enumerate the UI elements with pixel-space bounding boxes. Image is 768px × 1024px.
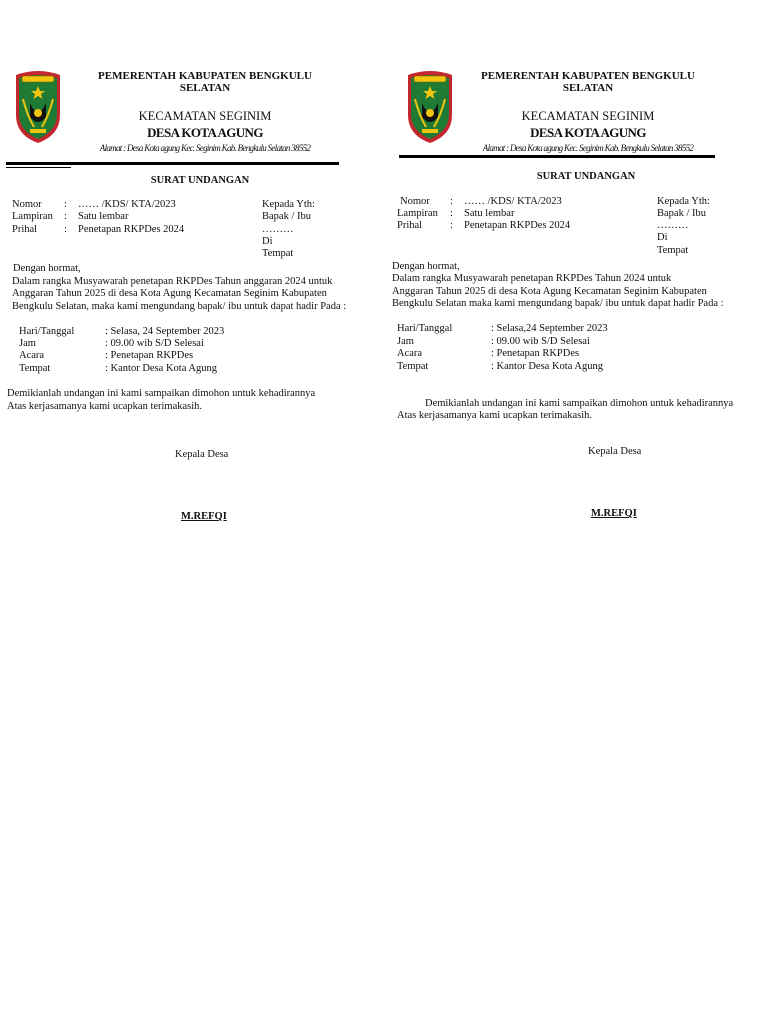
lampiran-label: Lampiran xyxy=(12,211,53,222)
gov-name: PEMERENTAH KABUPATEN BENGKULU SELATAN xyxy=(481,70,695,94)
lampiran-colon: : xyxy=(450,208,453,219)
prihal-colon: : xyxy=(64,224,67,235)
lampiran-colon: : xyxy=(64,211,67,222)
greeting: Dengan hormat, xyxy=(13,263,81,274)
acara-value: : Penetapan RKPDes xyxy=(105,350,194,361)
recipient-line5: Tempat xyxy=(657,245,689,256)
recipient-line4: Di xyxy=(657,232,668,243)
hari-value: : Selasa,24 September 2023 xyxy=(491,323,608,334)
kecamatan-name: KECAMATAN SEGINIM xyxy=(138,109,272,123)
acara-label: Acara xyxy=(397,348,423,359)
recipient-line4: Di xyxy=(262,236,273,247)
hari-value: : Selasa, 24 September 2023 xyxy=(105,326,225,337)
letter-title: SURAT UNDANGAN xyxy=(150,175,250,186)
body-line3: Bengkulu Selatan, maka kami mengundang bapak/ ibu untuk dapat hadir Pada : xyxy=(12,301,347,312)
nomor-label: Nomor xyxy=(400,196,430,207)
body-line1: Dalam rangka Musyawarah penetapan RKPDes Tahun anggaran 2024 untuk xyxy=(12,276,333,287)
recipient-line3: ……… xyxy=(657,220,689,231)
hari-label: Hari/Tanggal xyxy=(397,323,453,334)
lampiran-label: Lampiran xyxy=(397,208,438,219)
acara-label: Acara xyxy=(19,350,45,361)
acara-value: : Penetapan RKPDes xyxy=(491,348,580,359)
closing-line2: Atas kerjasamanya kami ucapkan terimakasih. xyxy=(7,401,203,412)
prihal-label: Prihal xyxy=(397,220,423,231)
desa-name: DESA KOTA AGUNG xyxy=(530,125,646,140)
signature-name: M.REFQI xyxy=(181,511,227,522)
jam-label: Jam xyxy=(397,336,414,347)
body-line1: Dalam rangka Musyawarah penetapan RKPDes Tahun 2024 untuk xyxy=(392,273,672,284)
lampiran-value: Satu lembar xyxy=(464,208,515,219)
prihal-value: Penetapan RKPDes 2024 xyxy=(78,224,185,235)
recipient-line1: Kepada Yth: xyxy=(262,199,315,210)
header-rule xyxy=(399,155,715,158)
gov-name: PEMERENTAH KABUPATEN BENGKULU SELATAN xyxy=(98,70,312,94)
signature-position: Kepala Desa xyxy=(175,449,229,460)
tempat-label: Tempat xyxy=(397,361,429,372)
prihal-value: Penetapan RKPDes 2024 xyxy=(464,220,571,231)
recipient-line3: ……… xyxy=(262,224,294,235)
nomor-label: Nomor xyxy=(12,199,42,210)
letter-right xyxy=(384,0,768,1024)
emblem-icon xyxy=(12,69,64,145)
recipient-line2: Bapak / Ibu xyxy=(262,211,311,222)
header-rule xyxy=(6,162,339,165)
jam-label: Jam xyxy=(19,338,36,349)
lampiran-value: Satu lembar xyxy=(78,211,129,222)
body-line2: Anggaran Tahun 2025 di desa Kota Agung Kecamatan Seginim Kabupaten xyxy=(392,286,707,297)
nomor-colon: : xyxy=(450,196,453,207)
recipient-line1: Kepada Yth: xyxy=(657,196,710,207)
hari-label: Hari/Tanggal xyxy=(19,326,75,337)
closing-line2: Atas kerjasamanya kami ucapkan terimakasih. xyxy=(397,410,593,421)
address-line: Alamat : Desa Kota agung Kec. Seginim Kab. Bengkulu Selatan 38552 xyxy=(482,143,694,153)
signature-position: Kepala Desa xyxy=(588,446,642,457)
prihal-colon: : xyxy=(450,220,453,231)
closing-line1: Demikianlah undangan ini kami sampaikan dimohon untuk kehadirannya xyxy=(7,388,316,399)
nomor-colon: : xyxy=(64,199,67,210)
prihal-label: Prihal xyxy=(12,224,38,235)
tempat-label: Tempat xyxy=(19,363,51,374)
desa-name: DESA KOTA AGUNG xyxy=(147,125,263,140)
header-rule-thin xyxy=(6,167,71,168)
closing-line1: Demikianlah undangan ini kami sampaikan dimohon untuk kehadirannya xyxy=(425,398,734,409)
nomor-value: …… /KDS/ KTA/2023 xyxy=(464,196,562,207)
tempat-value: : Kantor Desa Kota Agung xyxy=(105,363,217,374)
recipient-line2: Bapak / Ibu xyxy=(657,208,706,219)
jam-value: : 09.00 wib S/D Selesai xyxy=(491,336,590,347)
address-line: Alamat : Desa Kota agung Kec. Seginim Kab. Bengkulu Selatan 38552 xyxy=(99,143,311,153)
kecamatan-name: KECAMATAN SEGINIM xyxy=(521,109,655,123)
recipient-line5: Tempat xyxy=(262,248,294,259)
jam-value: : 09.00 wib S/D Selesai xyxy=(105,338,204,349)
nomor-value: …… /KDS/ KTA/2023 xyxy=(78,199,176,210)
body-line2: Anggaran Tahun 2025 di desa Kota Agung Kecamatan Seginim Kabupaten xyxy=(12,288,327,299)
greeting: Dengan hormat, xyxy=(392,261,460,272)
body-line3: Bengkulu Selatan maka kami mengundang bapak/ ibu untuk dapat hadir Pada : xyxy=(392,298,724,309)
letter-title: SURAT UNDANGAN xyxy=(536,171,636,182)
tempat-value: : Kantor Desa Kota Agung xyxy=(491,361,603,372)
signature-name: M.REFQI xyxy=(591,508,637,519)
emblem-icon xyxy=(404,69,456,145)
